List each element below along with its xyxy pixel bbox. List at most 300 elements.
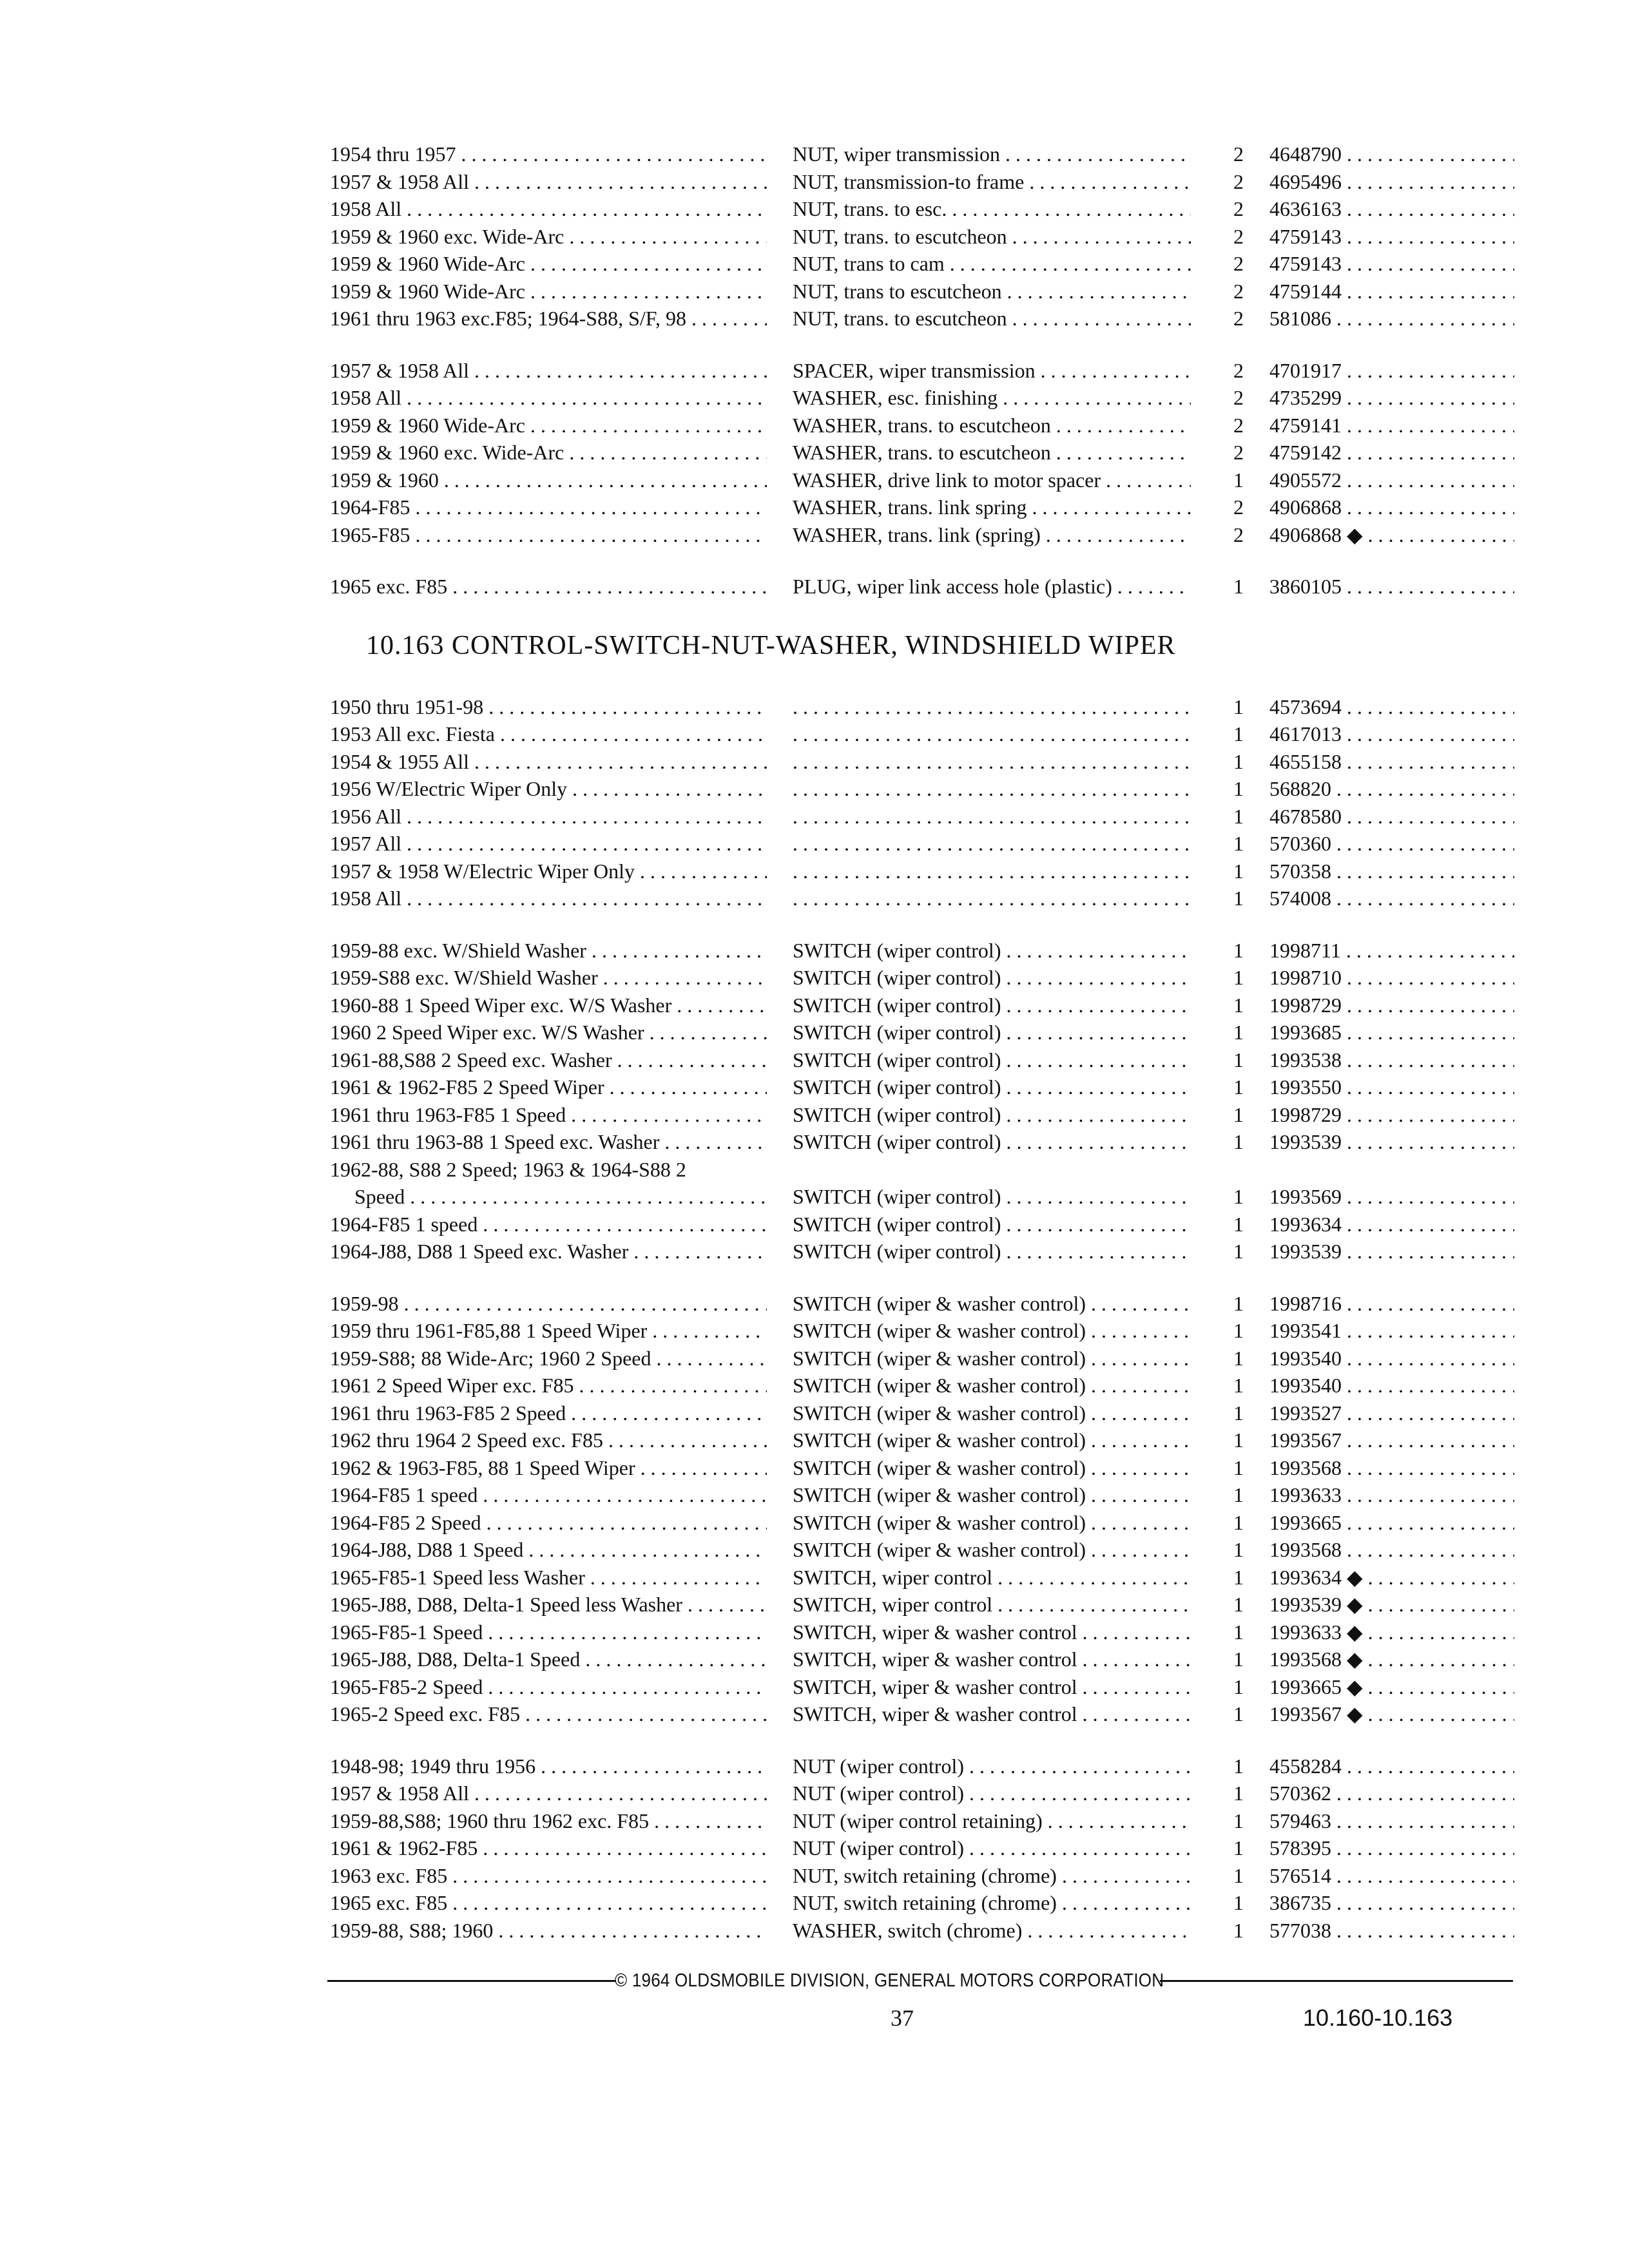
leader-dots [1041, 523, 1191, 546]
leader-dots [1331, 832, 1514, 855]
leader-dots [793, 750, 1191, 773]
quantity-cell: 1 [1233, 1456, 1244, 1479]
table-row [330, 1046, 1513, 1074]
leader-dots [1331, 1836, 1514, 1860]
part-number-cell: 1998711 [1269, 938, 1341, 962]
leader-dots [964, 1782, 1191, 1805]
part-number-cell: 4759141 [1269, 413, 1342, 437]
leader-dots [535, 1754, 767, 1778]
part-number-cell: 1993550 [1269, 1075, 1342, 1099]
table-row [330, 937, 1513, 965]
quantity-cell: 1 [1233, 804, 1244, 828]
leader-dots [401, 832, 767, 855]
leader-dots [1086, 1347, 1191, 1370]
parts-group [330, 573, 1513, 601]
description-cell: SWITCH (wiper & washer control) [793, 1510, 1086, 1534]
applies-to-cell: 1961 & 1962-F85 [330, 1836, 478, 1860]
quantity-cell: 1 [1233, 1675, 1244, 1698]
leader-dots [456, 142, 767, 166]
leader-dots [447, 575, 767, 598]
description-cell: NUT (wiper control retaining) [793, 1809, 1043, 1832]
table-row [330, 195, 1513, 223]
leader-dots [525, 252, 767, 275]
description-cell: SWITCH, wiper control [793, 1593, 993, 1616]
part-number-cell: 574008 [1269, 887, 1331, 910]
leader-dots [671, 994, 767, 1017]
leader-dots [1363, 1702, 1514, 1725]
description-cell: SWITCH (wiper control) [793, 1021, 1001, 1044]
leader-dots [401, 386, 767, 409]
table-row [330, 992, 1513, 1019]
part-number-cell: 581086 [1269, 307, 1331, 330]
part-number-cell: 1993539 ◆ [1269, 1593, 1363, 1616]
quantity-cell: 2 [1233, 495, 1244, 519]
table-row [330, 1454, 1513, 1482]
part-number-cell: 3860105 [1269, 575, 1342, 598]
part-number-cell: 576514 [1269, 1863, 1331, 1887]
quantity-cell: 1 [1233, 722, 1244, 745]
leader-dots [1043, 1809, 1191, 1832]
leader-dots [1101, 468, 1191, 492]
quantity-cell: 1 [1233, 1593, 1244, 1616]
leader-dots [651, 1347, 767, 1370]
leader-dots [1001, 1185, 1191, 1208]
table-row [330, 1619, 1513, 1646]
quantity-cell: 2 [1233, 386, 1244, 409]
leader-dots [1342, 1511, 1514, 1534]
applies-to-cell: 1957 & 1958 W/Electric Wiper Only [330, 859, 635, 883]
table-row [330, 1862, 1513, 1890]
leader-dots [1001, 1103, 1191, 1126]
part-number-cell: 1993540 [1269, 1374, 1342, 1397]
leader-dots [469, 359, 767, 382]
part-number-cell: 1998729 [1269, 1102, 1342, 1126]
leader-dots [1331, 1864, 1514, 1887]
leader-dots [1342, 495, 1514, 519]
table-row [330, 168, 1513, 196]
table-row [330, 1753, 1513, 1780]
applies-to-cell: 1954 & 1955 All [330, 749, 470, 773]
part-number-cell: 1993539 [1269, 1240, 1342, 1263]
section-range: 10.160-10.163 [1303, 2004, 1453, 2031]
table-row [330, 1481, 1513, 1509]
quantity-cell: 1 [1233, 1075, 1244, 1099]
quantity-cell: 1 [1233, 993, 1244, 1017]
description-cell: SWITCH (wiper control) [793, 1185, 1001, 1208]
leader-dots [1342, 1374, 1514, 1397]
leader-dots [1342, 695, 1514, 718]
leader-dots [1086, 1292, 1191, 1315]
table-row [330, 1128, 1513, 1156]
applies-to-cell: 1963 exc. F85 [330, 1863, 448, 1887]
table-row [330, 1399, 1513, 1427]
leader-dots [686, 307, 767, 330]
quantity-cell: 1 [1233, 1565, 1244, 1589]
table-row [330, 305, 1513, 332]
leader-dots [1342, 1103, 1514, 1126]
table-row [330, 803, 1513, 831]
leader-dots [483, 1620, 767, 1644]
table-row [330, 720, 1513, 748]
leader-dots [992, 1566, 1191, 1589]
table-row [330, 1156, 1513, 1184]
part-number-cell: 1993540 [1269, 1346, 1342, 1370]
applies-to-cell: 1959-88,S88; 1960 thru 1962 exc. F85 [330, 1809, 650, 1832]
leader-dots [399, 1292, 767, 1315]
table-row [330, 1290, 1513, 1318]
leader-dots [1342, 722, 1514, 745]
part-number-cell: 1998710 [1269, 966, 1342, 989]
quantity-cell: 1 [1233, 777, 1244, 800]
leader-dots [586, 939, 767, 962]
table-row [330, 1317, 1513, 1345]
quantity-cell: 1 [1233, 1401, 1244, 1425]
quantity-cell: 2 [1233, 413, 1244, 437]
leader-dots [649, 1809, 767, 1832]
applies-to-cell: 1959 & 1960 Wide-Arc [330, 252, 525, 275]
description-cell: WASHER, esc. finishing [793, 386, 998, 409]
quantity-cell: 1 [1233, 1021, 1244, 1044]
applies-to-cell: 1953 All exc. Fiesta [330, 722, 495, 745]
leader-dots [580, 1648, 767, 1671]
leader-dots [1342, 1292, 1514, 1315]
table-row [330, 964, 1513, 992]
part-number-cell: 4759144 [1269, 279, 1342, 303]
part-number-cell: 1993527 [1269, 1401, 1342, 1425]
part-number-cell: 1993634 ◆ [1269, 1565, 1363, 1589]
table-row [330, 1101, 1513, 1129]
description-cell: NUT, trans. to esc. [793, 197, 947, 220]
leader-dots [793, 777, 1191, 800]
leader-dots [483, 695, 767, 718]
table-row [330, 1509, 1513, 1537]
leader-dots [1007, 225, 1191, 248]
description-cell: PLUG, wiper link access hole (plastic) [793, 575, 1112, 598]
quantity-cell: 1 [1233, 1538, 1244, 1561]
leader-dots [405, 1185, 767, 1208]
leader-dots [793, 860, 1191, 883]
leader-dots [1342, 1240, 1514, 1263]
description-cell: SWITCH, wiper & washer control [793, 1702, 1077, 1725]
leader-dots [1341, 939, 1514, 962]
table-row [330, 384, 1513, 412]
table-row [330, 1646, 1513, 1673]
applies-to-cell: 1954 thru 1957 [330, 142, 456, 166]
table-row [330, 521, 1513, 549]
quantity-cell: 2 [1233, 197, 1244, 220]
description-cell: SWITCH (wiper control) [793, 966, 1001, 989]
leader-dots [1363, 1620, 1514, 1644]
table-row [330, 1238, 1513, 1265]
part-number-cell: 4558284 [1269, 1754, 1342, 1778]
leader-dots [1051, 441, 1191, 464]
leader-dots [1086, 1538, 1191, 1561]
leader-dots [682, 1593, 767, 1616]
quantity-cell: 1 [1233, 1374, 1244, 1397]
quantity-cell: 1 [1233, 1483, 1244, 1506]
table-row [330, 223, 1513, 251]
table-row [330, 748, 1513, 776]
description-cell: NUT (wiper control) [793, 1836, 964, 1860]
description-cell: WASHER, trans. link (spring) [793, 523, 1041, 546]
description-cell: SPACER, wiper transmission [793, 358, 1036, 382]
leader-dots [1342, 197, 1514, 220]
leader-dots [1342, 359, 1514, 382]
leader-dots [1057, 1864, 1191, 1887]
quantity-cell: 1 [1233, 1754, 1244, 1778]
description-cell: SWITCH (wiper & washer control) [793, 1346, 1086, 1370]
quantity-cell: 1 [1233, 1836, 1244, 1860]
part-number-cell: 1993568 ◆ [1269, 1648, 1363, 1671]
applies-to-cell: 1965-F85-2 Speed [330, 1675, 483, 1698]
table-row [330, 1427, 1513, 1454]
applies-to-cell: 1961 thru 1963-F85 2 Speed [330, 1401, 566, 1425]
leader-dots [1342, 1021, 1514, 1044]
part-number-cell: 4759143 [1269, 252, 1342, 275]
leader-dots [1001, 939, 1191, 962]
leader-dots [635, 860, 767, 883]
leader-dots [1331, 1891, 1514, 1914]
part-number-cell: 4617013 [1269, 722, 1342, 745]
table-row [330, 693, 1513, 721]
applies-to-cell: 1962-88, S88 2 Speed; 1963 & 1964-S88 2 [330, 1157, 686, 1181]
description-cell: NUT, switch retaining (chrome) [793, 1863, 1057, 1887]
applies-to-cell: 1965-J88, D88, Delta-1 Speed less Washer [330, 1593, 682, 1616]
leader-dots [1342, 1347, 1514, 1370]
part-number-cell: 4905572 [1269, 468, 1342, 492]
leader-dots [483, 1675, 767, 1698]
leader-dots [410, 523, 767, 546]
leader-dots [603, 1428, 767, 1452]
applies-to-cell: 1964-F85 [330, 495, 410, 519]
part-number-cell: 1993665 [1269, 1510, 1342, 1534]
description-cell: NUT, trans to cam [793, 252, 945, 275]
leader-dots [1342, 966, 1514, 989]
leader-dots [401, 887, 767, 910]
part-number-cell: 4655158 [1269, 749, 1342, 773]
table-row [330, 140, 1513, 168]
quantity-cell: 1 [1233, 695, 1244, 718]
applies-to-cell: 1957 & 1958 All [330, 1782, 470, 1805]
leader-dots [477, 1836, 767, 1860]
applies-to-cell: 1958 All [330, 386, 402, 409]
applies-to-cell: 1961 thru 1963-88 1 Speed exc. Washer [330, 1130, 660, 1153]
leader-dots [1112, 575, 1191, 598]
quantity-cell: 2 [1233, 279, 1244, 303]
part-number-cell: 1993568 [1269, 1456, 1342, 1479]
leader-dots [1342, 1213, 1514, 1236]
part-number-cell: 4636163 [1269, 197, 1342, 220]
part-number-cell: 570358 [1269, 859, 1331, 883]
table-row [330, 1673, 1513, 1701]
quantity-cell: 2 [1233, 252, 1244, 275]
leader-dots [1331, 1782, 1514, 1805]
part-number-cell: 4759143 [1269, 224, 1342, 248]
description-cell: WASHER, trans. to escutcheon [793, 413, 1051, 437]
parts-catalog [330, 140, 1513, 1968]
leader-dots [1342, 1130, 1514, 1153]
part-number-cell: 1998716 [1269, 1291, 1342, 1315]
table-row [330, 1073, 1513, 1101]
quantity-cell: 1 [1233, 1918, 1244, 1942]
quantity-cell: 1 [1233, 1130, 1244, 1153]
part-number-cell: 1998729 [1269, 993, 1342, 1017]
leader-dots [525, 280, 767, 303]
description-cell: SWITCH, wiper & washer control [793, 1675, 1077, 1698]
leader-dots [1363, 523, 1514, 546]
quantity-cell: 1 [1233, 832, 1244, 855]
leader-dots [1342, 170, 1514, 193]
leader-dots [1331, 887, 1514, 910]
leader-dots [493, 1919, 767, 1942]
description-cell: SWITCH (wiper & washer control) [793, 1428, 1086, 1452]
part-number-cell: 1993541 [1269, 1319, 1342, 1342]
description-cell: SWITCH (wiper control) [793, 993, 1001, 1017]
applies-to-cell: 1964-F85 1 speed [330, 1212, 478, 1236]
page-number: 37 [891, 2005, 914, 2031]
description-cell: SWITCH (wiper control) [793, 1130, 1001, 1153]
leader-dots [1086, 1428, 1191, 1452]
quantity-cell: 2 [1233, 441, 1244, 464]
table-row [330, 1564, 1513, 1591]
quantity-cell: 1 [1233, 575, 1244, 598]
description-cell: SWITCH (wiper & washer control) [793, 1319, 1086, 1342]
leader-dots [1363, 1648, 1514, 1671]
leader-dots [1342, 1319, 1514, 1342]
leader-dots [469, 750, 767, 773]
leader-dots [1001, 1213, 1191, 1236]
applies-to-cell: 1964-F85 1 speed [330, 1483, 478, 1506]
leader-dots [1086, 1456, 1191, 1479]
leader-dots [1363, 1566, 1514, 1589]
leader-dots [1027, 495, 1191, 519]
part-number-cell: 4759142 [1269, 441, 1342, 464]
leader-dots [481, 1511, 767, 1534]
leader-dots [992, 1593, 1191, 1616]
quantity-cell: 1 [1233, 1620, 1244, 1644]
description-cell: SWITCH (wiper & washer control) [793, 1483, 1086, 1506]
description-cell: SWITCH (wiper control) [793, 1075, 1001, 1099]
quantity-cell: 1 [1233, 859, 1244, 883]
leader-dots [447, 1891, 767, 1914]
quantity-cell: 1 [1233, 966, 1244, 989]
leader-dots [964, 1836, 1191, 1860]
leader-dots [567, 777, 767, 800]
table-row [330, 357, 1513, 385]
quantity-cell: 1 [1233, 1240, 1244, 1263]
part-number-cell: 4573694 [1269, 695, 1342, 718]
applies-to-cell: 1965-F85-1 Speed less Washer [330, 1565, 585, 1589]
leader-dots [598, 966, 767, 989]
applies-to-cell: 1959-88 exc. W/Shield Washer [330, 938, 586, 962]
leader-dots [495, 722, 767, 745]
table-row [330, 1807, 1513, 1835]
part-number-cell: 386735 [1269, 1891, 1331, 1914]
description-cell: SWITCH, wiper & washer control [793, 1620, 1077, 1644]
applies-to-cell: Speed [354, 1185, 405, 1208]
parts-group [330, 693, 1513, 912]
leader-dots [1001, 1048, 1191, 1072]
leader-dots [1007, 307, 1191, 330]
leader-dots [477, 1213, 767, 1236]
leader-dots [1342, 1075, 1514, 1099]
applies-to-cell: 1959 & 1960 exc. Wide-Arc [330, 441, 564, 464]
description-cell: NUT (wiper control) [793, 1754, 964, 1778]
leader-dots [401, 805, 767, 828]
leader-dots [945, 252, 1191, 275]
leader-dots [793, 695, 1191, 718]
table-row [330, 775, 1513, 803]
leader-dots [1363, 1593, 1514, 1616]
leader-dots [1331, 1919, 1514, 1942]
leader-dots [612, 1048, 767, 1072]
parts-group [330, 937, 1513, 1265]
part-number-cell: 4648790 [1269, 142, 1342, 166]
table-row [330, 1917, 1513, 1945]
leader-dots [1342, 1048, 1514, 1072]
description-cell: SWITCH, wiper & washer control [793, 1648, 1077, 1671]
applies-to-cell: 1961 thru 1963 exc.F85; 1964-S88, S/F, 98 [330, 307, 687, 330]
description-cell: NUT, trans. to escutcheon [793, 307, 1007, 330]
leader-dots [447, 1864, 767, 1887]
table-row [330, 1019, 1513, 1046]
description-cell: SWITCH (wiper control) [793, 1048, 1001, 1072]
leader-dots [647, 1319, 767, 1342]
quantity-cell: 1 [1233, 1510, 1244, 1534]
parts-group [330, 140, 1513, 332]
leader-dots [1036, 359, 1191, 382]
applies-to-cell: 1958 All [330, 887, 402, 910]
table-row [330, 1889, 1513, 1917]
quantity-cell: 1 [1233, 1212, 1244, 1236]
leader-dots [439, 468, 767, 492]
quantity-cell: 1 [1233, 1891, 1244, 1914]
footer-rule-right [1160, 1980, 1513, 1982]
leader-dots [1057, 1891, 1191, 1914]
applies-to-cell: 1959-S88; 88 Wide-Arc; 1960 2 Speed [330, 1346, 651, 1370]
quantity-cell: 1 [1233, 1782, 1244, 1805]
leader-dots [604, 1075, 767, 1099]
description-cell: SWITCH (wiper & washer control) [793, 1538, 1086, 1561]
part-number-cell: 579463 [1269, 1809, 1331, 1832]
leader-dots [566, 1401, 767, 1425]
applies-to-cell: 1948-98; 1949 thru 1956 [330, 1754, 536, 1778]
leader-dots [1331, 777, 1514, 800]
applies-to-cell: 1962 & 1963-F85, 88 1 Speed Wiper [330, 1456, 635, 1479]
leader-dots [1331, 860, 1514, 883]
leader-dots [1077, 1675, 1191, 1698]
applies-to-cell: 1958 All [330, 197, 402, 220]
table-row [330, 278, 1513, 305]
applies-to-cell: 1959-S88 exc. W/Shield Washer [330, 966, 598, 989]
copyright-notice: © 1964 OLDSMOBILE DIVISION, GENERAL MOTORS CORPORATION [615, 1970, 1164, 1991]
part-number-cell: 4906868 [1269, 495, 1342, 519]
quantity-cell: 1 [1233, 1648, 1244, 1671]
leader-dots [1342, 1185, 1514, 1208]
description-cell: WASHER, trans. link spring [793, 495, 1027, 519]
part-number-cell: 1993567 ◆ [1269, 1702, 1363, 1725]
applies-to-cell: 1964-J88, D88 1 Speed exc. Washer [330, 1240, 629, 1263]
table-row [330, 494, 1513, 521]
leader-dots [585, 1566, 767, 1589]
parts-group [330, 357, 1513, 549]
quantity-cell: 1 [1233, 749, 1244, 773]
leader-dots [1077, 1648, 1191, 1671]
leader-dots [1331, 1809, 1514, 1832]
applies-to-cell: 1964-J88, D88 1 Speed [330, 1538, 524, 1561]
part-number-cell: 4678580 [1269, 804, 1342, 828]
leader-dots [1342, 386, 1514, 409]
